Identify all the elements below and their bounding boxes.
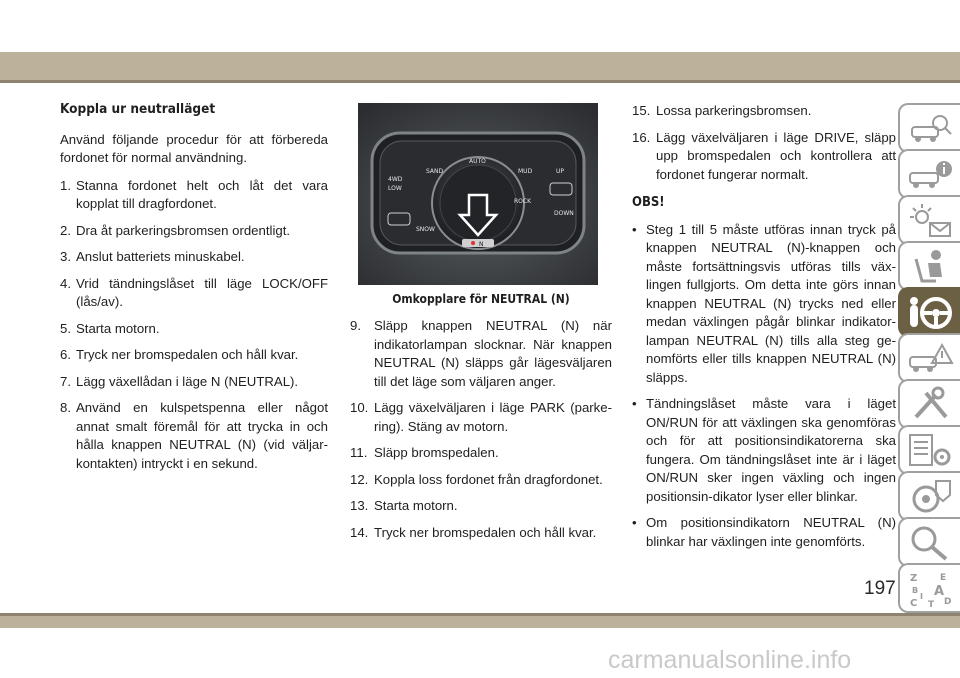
right-column [632,102,896,559]
note-item: • Om positionsindikatorn NEUTRAL (N) blinkar har växlingen inte genomförts. [632,514,896,551]
tab-steering-wheel[interactable] [898,287,960,337]
svg-text:T: T [928,600,935,609]
svg-text:A: A [934,584,945,599]
intro-paragraph: Använd följande procedur för att förbereda fordonet för normal användning. [60,131,328,165]
note-item: • Steg 1 till 5 måste utföras innan tryck på knappen NEUTRAL (N)-knappen och måste fortsättningsvis utföras tills väx-lingen fullgjorts. Om detta inte görs innan knappen NEUTRAL (N) trycks ned eller medan växlingen pågår blinkar indikator-lampan NEUTRAL (N) tills alla steg ge-nomförts eller tills knappen NEUTRAL (N) släpps. [632,221,896,388]
tab-car-info[interactable] [898,149,960,199]
footer-band [0,616,960,628]
multimedia-icon [906,477,956,517]
header-band [0,52,960,80]
step-item: 14. Tryck ner bromspedalen och håll kvar. [350,524,597,540]
label-low: LOW [388,185,402,192]
step-item: 16. Lägg växelväljaren i läge DRIVE, släpp upp bromspedalen och kontrollera att fordonet fungerar normalt. [632,129,896,182]
label-sand: SAND [426,168,444,175]
magnifier-icon [906,523,956,563]
step-item: 1. Stanna fordonet helt och låt det vara kopplat till dragfordonet. [60,177,328,211]
middle-column [350,317,612,550]
step-item: 4. Vrid tändningslåset till läge LOCK/OFF (lås/av). [60,275,328,309]
label-up: UP [556,168,565,175]
label-4wd: 4WD [388,176,403,183]
warning-car-icon [906,339,956,379]
steering-wheel-icon [906,293,956,333]
wrench-tools-icon [906,385,956,425]
tab-wrench-tools[interactable] [898,379,960,429]
step-item: 15. Lossa parkeringsbromsen. [632,103,812,118]
tab-alphabet-index[interactable] [898,563,960,613]
tab-car-search[interactable] [898,103,960,153]
left-column [60,100,328,481]
neutral-indicator-lamp [471,241,475,245]
label-snow: SNOW [416,226,435,233]
terrain-selector-illustration [358,103,598,285]
label-down: DOWN [554,210,574,217]
page-number: 197 [864,578,896,599]
svg-text:B: B [912,586,919,595]
step-item: 8. Använd en kulspetspenna eller något annat smalt föremål för att trycka in och hålla knappen NEUTRAL (N) (vid väljar-kontakten) intryckt i en sekund. [60,400,328,471]
top-margin [0,0,960,52]
alphabet-index-icon [906,569,956,609]
light-message-icon [906,201,956,241]
svg-text:E: E [940,573,947,583]
step-item: 12. Koppla loss fordonet från dragfordonet. [350,471,603,487]
label-auto: AUTO [469,158,486,165]
tab-warning-car[interactable] [898,333,960,383]
step-item: 7. Lägg växellådan i läge N (NEUTRAL). [60,373,299,389]
step-item: 2. Dra åt parkeringsbromsen ordentligt. [60,222,291,238]
step-item: 3. Anslut batteriets minuskabel. [60,249,245,264]
step-item: 13. Starta motorn. [350,498,458,513]
step-item: 10. Lägg växelväljaren i läge PARK (parke-ring). Stäng av motorn. [350,400,612,434]
figure-caption: Omkopplare för NEUTRAL (N) [392,292,570,306]
step-item: 5. Starta motorn. [60,320,160,336]
watermark: carmanualsonline.info [608,646,852,674]
svg-text:Z: Z [910,573,918,584]
car-search-icon [906,109,956,149]
step-item: 11. Släpp bromspedalen. [350,445,499,460]
neutral-switch-photo [358,103,598,285]
svg-text:C: C [910,598,918,609]
step-item: 6. Tryck ner bromspedalen och håll kvar. [60,347,299,362]
tab-multimedia[interactable] [898,471,960,521]
tab-specs-list[interactable] [898,425,960,475]
svg-text:I: I [920,592,923,601]
steps-list-left [60,177,328,474]
note-item: • Tändningslåset måste vara i läget ON/RUN för att växlingen ska genomföras och för att positionsindikatorerna ska fungera. Om tändningslåset inte är i läget ON/RUN sker ingen växling och ingen positionsin-dikator lyser eller blinkar. [632,395,896,506]
seat-person-icon [906,247,956,287]
obs-heading: OBS! [632,195,665,210]
tab-magnifier[interactable] [898,517,960,567]
label-rock: ROCK [514,198,532,205]
section-heading: Koppla ur neutralläget [60,101,216,117]
svg-text:D: D [944,597,952,607]
tab-seat-person[interactable] [898,241,960,291]
step-item: 9. Släpp knappen NEUTRAL (N) när indikatorlampan slocknar. När knappen NEUTRAL (N) släpps går lägesväljaren till det läge som väljaren anger. [350,318,612,389]
tab-light-message[interactable] [898,195,960,245]
car-info-icon [906,155,956,195]
label-mud: MUD [518,168,533,175]
neutral-button-label: N [479,241,484,248]
header-rule [0,80,960,83]
specs-list-icon [906,431,956,471]
obs-notes-list [632,221,896,552]
steps-list-right [632,102,896,184]
steps-list-middle [350,317,612,542]
